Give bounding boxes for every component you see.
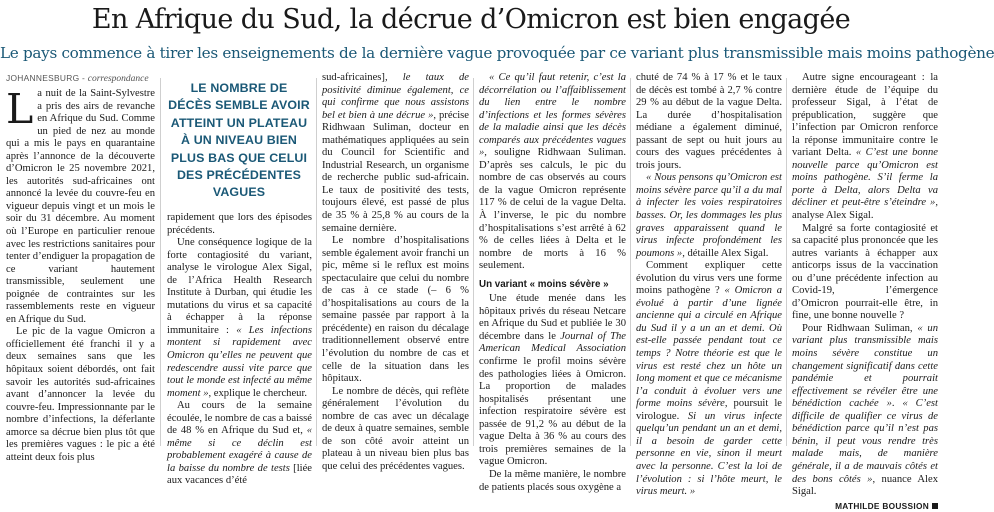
article-column-2 [167, 212, 313, 487]
paragraph: rapidement que lors des épisodes précédents. [167, 212, 312, 236]
column-rule [160, 78, 161, 446]
end-mark-icon [932, 503, 938, 509]
paragraph: Une conséquence logique de la forte contagiosité du variant, analyse le virologue Alex Sigal, de l’Africa Health Research Institute à Durban, qui étudie les mutations du virus et sa capacité à échapper à la réponse immunitaire : « Les infections montent si rapidement avec Omicron qu’elles ne peuvent que redescendre aussi vite parce que tout le monde est infecté au même moment », explique le chercheur. [167, 237, 312, 399]
column-rule [630, 78, 631, 446]
column-rule [473, 78, 474, 446]
article-column-4 [479, 72, 626, 493]
pull-quote: LE NOMBRE DE DÉCÈS SEMBLE AVOIR ATTEINT UN PLATEAU À UN NIVEAU BIEN PLUS BAS QUE CELUI DES PRÉCÉDENTES VAGUES [168, 81, 310, 200]
article-column-5 [636, 72, 782, 498]
byline: MATHILDE BOUSSION [792, 500, 938, 512]
lead-paragraph: La nuit de la Saint-Sylvestre a pris des airs de revanche en Afrique du Sud. Comme un pied de nez au monde qui a mis le pays en quarantaine après l’annonce de la découverte d’Omicron le 25 novembre 2021, les autorités sud-africaines ont annoncé la levée du couvre-feu en vigueur depuis vingt et un mois le soir du 31 décembre. Au moment où l’Europe en particulier renoue avec les restrictions sanitaires pour tenter d’endiguer la propagation de ce variant hautement transmissible, seulement une poignée de contraintes sur les rassemblements reste en vigueur en Afrique du Sud. [6, 85, 155, 325]
paragraph: Pour Ridhwaan Suliman, « un variant plus transmissible mais moins sévère constitue un changement significatif dans cette pandémie et pourrait effectivement se révéler être une bénédiction cachée ». « C’est difficile de qualifier ce virus de bénédiction parce qu’il n’est pas bénin, il peut vous rendre très malade mais, de manière générale, il a de mauvais côtés et des bons côtés », nuance Alex Sigal. [792, 322, 939, 498]
paragraph: chuté de 74 % à 17 % et le taux de décès est tombé à 2,7 % contre 29 % au début de la vague Delta. La durée d’hospitalisation médiane a également diminué, passant de sept ou huit jours au cours des vagues précédentes à trois jours. [636, 72, 782, 171]
paragraph: sud-africaines], le taux de positivité diminue également, ce qui confirme que nous assistons bel et bien à une décrue », précise Ridhwaan Suliman, docteur en mathématiques appliquées au sein du Council for Scientific and Industrial Research, un organisme de recherche public sud-africain. Le taux de positivité des tests, toujours élevé, est passé de plus de 35 % à 25,8 % au cours de la semaine dernière. [322, 72, 469, 234]
column-rule [786, 78, 787, 446]
dateline: JOHANNESBURG - correspondance [6, 73, 149, 84]
paragraph: « Ce qu’il faut retenir, c’est la décorrélation ou l’affaiblissement du lien entre le nombre d’infections et les formes sévères de la maladie ainsi que les décès comparés aux précédentes vagues », souligne Ridhwaan Suliman. D’après ses calculs, le pic du nombre de cas observés au cours de la vague Omicron représente 117 % de celui de la vague Delta. À l’inverse, le pic du nombre d’hospitalisations s’est arrêté à 62 % de celles liées à Delta et le nombre de morts à 16 % seulement. [479, 72, 626, 272]
article-column-1 [6, 72, 155, 463]
paragraph: Malgré sa forte contagiosité et sa capacité plus prononcée que les autres variants à échapper aux anticorps issus de la vaccination ou d’une précédente infection au Covid-19, l’émergence d’Omicron pourrait-elle être, in fine, une bonne nouvelle ? [792, 222, 938, 322]
headline: En Afrique du Sud, la décrue d’Omicron est bien engagée [91, 4, 851, 35]
paragraph: Autre signe encourageant : la dernière étude de l’équipe du professeur Sigal, à l’état de prépublication, suggère que l’infection par Omicron renforce la réponse immunitaire contre le variant Delta. « C’est une bonne nouvelle parce qu’Omicron est moins pathogène. S’il ferme la porte à Delta, alors Delta va décliner et peut-être s’éteindre », analyse Alex Sigal. [792, 72, 938, 222]
article-column-6 [792, 72, 939, 511]
subheadline: Le pays commence à tirer les enseignements de la dernière vague provoquée par ce variant plus transmissible mais moins pathogène [0, 44, 994, 62]
drop-cap: L [6, 85, 34, 133]
paragraph: Au cours de la semaine écoulée, le nombre de cas a baissé de 48 % en Afrique du Sud et, « même si ce déclin est probablement exagéré à cause de la baisse du nombre de tests [liée aux vacances d’été [167, 400, 313, 487]
paragraph: « Nous pensons qu’Omicron est moins sévère parce qu’il a du mal à infecter les voies respiratoires basses. Or, les dommages les plus graves apparaissent quand le virus infecte profondément les poumons », détaille Alex Sigal. [636, 172, 782, 259]
paragraph: Le nombre de décès, qui reflète généralement l’évolution du nombre de cas avec un décalage de deux à quatre semaines, semble de son côté avoir atteint un plateau à un niveau bien plus bas que celui des précédentes vagues. [322, 385, 469, 472]
paragraph: Comment expliquer cette évolution du virus vers une forme moins pathogène ? « Omicron a évolué à partir d’une lignée ancienne qui a circulé en Afrique du Sud il y a un an et demi. Où est-elle passée pendant tout ce temps ? Notre théorie est que le virus est resté chez un hôte un long moment et que ce mécanisme l’a conduit à évoluer vers une forme moins sévère, poursuit le virologue. Si un virus infecte quelqu’un pendant un an et demi, il a besoin de garder cette personne en vie, sinon il meurt avec la personne. C’est la loi de l’évolution : si l’hôte meurt, le virus meurt. » [636, 260, 782, 498]
column-rule [316, 78, 317, 446]
paragraph: Le nombre d’hospitalisations semble également avoir franchi un pic, même si le reflux est moins spectaculaire que celui du nombre de cas à ce stade (– 6 % d’hospitalisations au cours de la semaine passée par rapport à la précédente) en raison du décalage traditionnellement observé entre l’évolution du nombre de cas et celle de la situation dans les hôpitaux. [322, 235, 469, 385]
section-subheading: Un variant « moins sévère » [479, 278, 609, 290]
paragraph: Une étude menée dans les hôpitaux privés du réseau Netcare en Afrique du Sud et publiée le 30 décembre dans le Journal of The American Medical Association confirme le profil moins sévère des pathologies liées à Omicron. La proportion de malades hospitalisés présentant une infection respiratoire sévère est passée de 91,2 % au début de la vague Delta à 36 % au cours des trois premières semaines de la vague Omicron. [479, 293, 626, 468]
paragraph: De la même manière, le nombre de patients placés sous oxygène a [479, 468, 626, 493]
article-column-3 [322, 72, 469, 472]
paragraph: Le pic de la vague Omicron a officiellement été franchi il y a deux semaines sans que les hôpitaux soient débordés, ont fait savoir les autorités sud-africaines avant d’annoncer la levée du couvre-feu. Impressionnante par le nombre d’infections, la déferlante amorce sa décrue bien plus tôt que les premières vagues : le pic a été atteint deux fois plus [6, 326, 155, 463]
